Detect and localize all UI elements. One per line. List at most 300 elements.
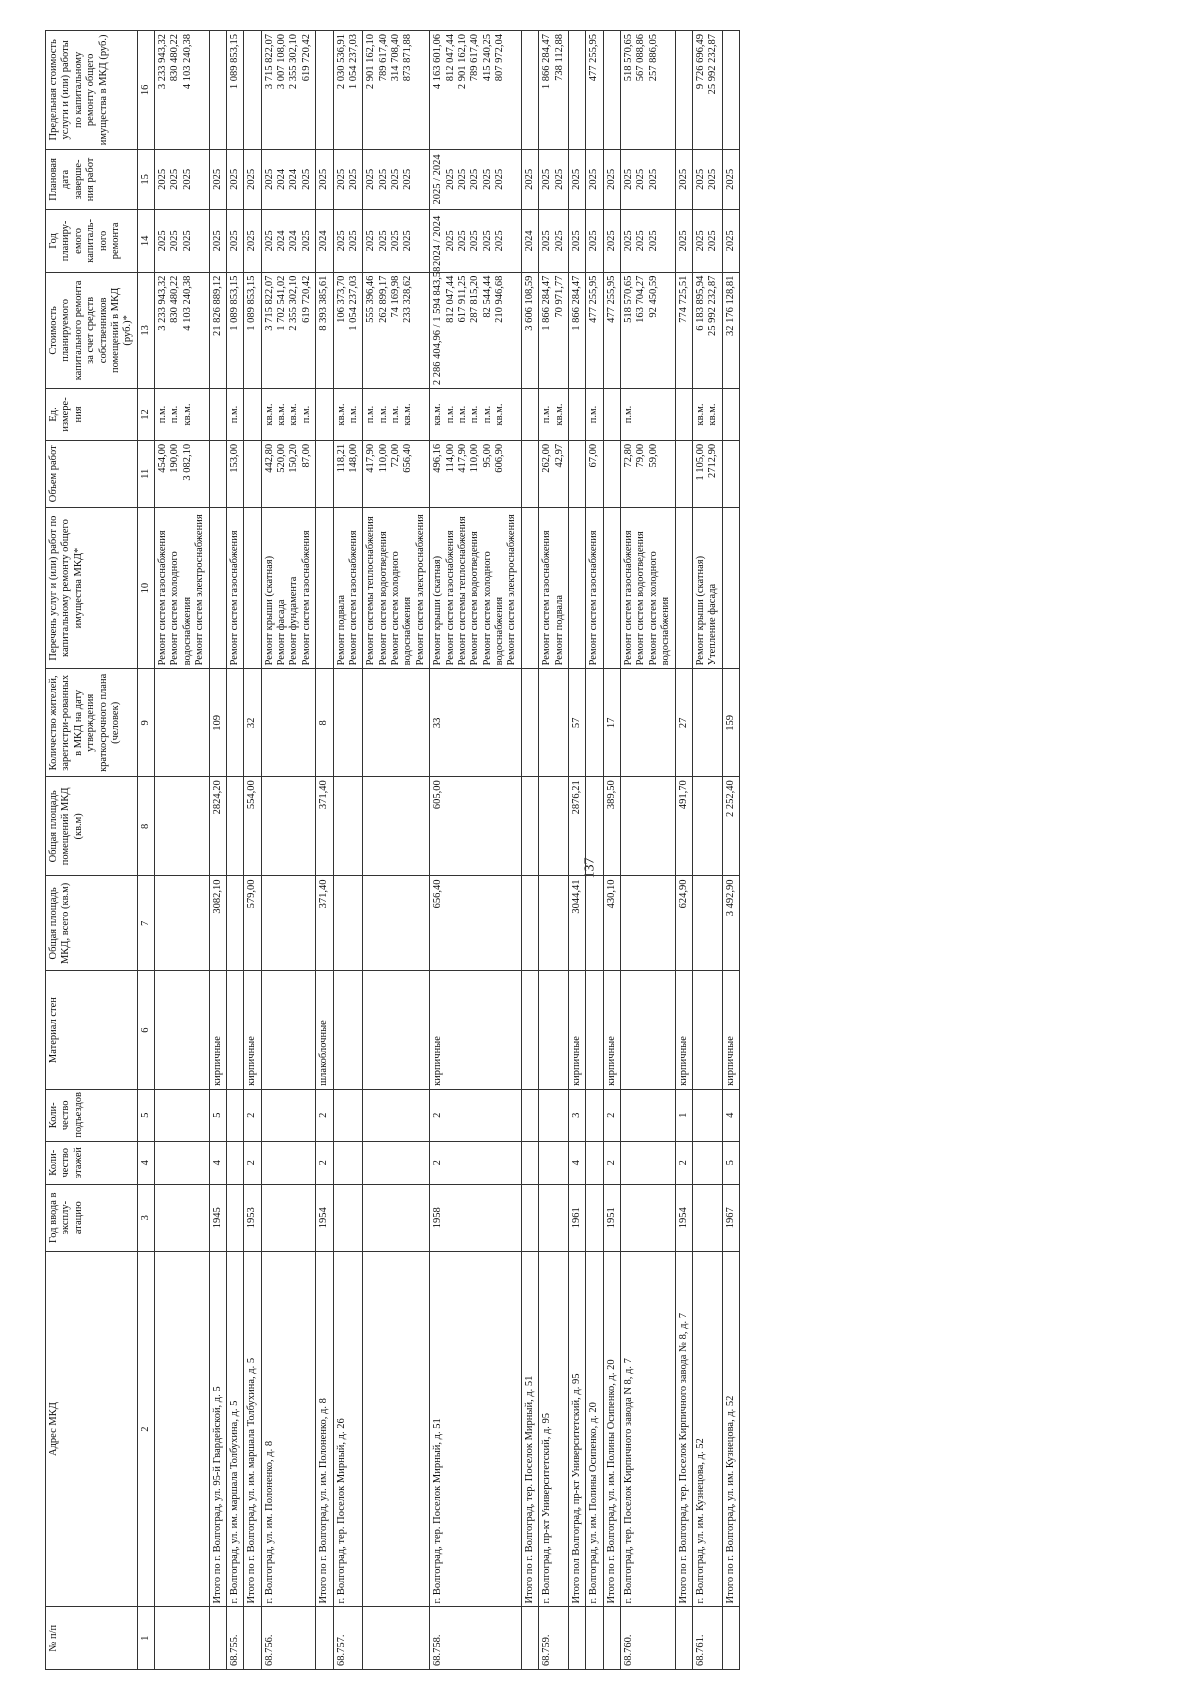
column-number-9: 9 [137, 669, 154, 777]
cell-line: 2025 [541, 230, 553, 252]
cell-n [722, 1607, 739, 1670]
cell-vol [568, 440, 585, 507]
cell-unit [244, 389, 261, 441]
cell-s1 [226, 876, 243, 971]
cell-y2 [521, 149, 538, 209]
cell-line: 789 617,40 [377, 34, 389, 82]
cell-line: 2025 [570, 168, 582, 190]
cell-n: 68.759. [539, 1607, 569, 1670]
cell-works [209, 507, 226, 669]
cell-unit [363, 389, 430, 441]
cell-line: 82 544,44 [481, 275, 493, 318]
cell-year: 1958 [430, 1184, 522, 1251]
cell-y2 [722, 149, 739, 209]
cell-n: 68.757. [333, 1607, 363, 1670]
cell-line: 2024 [318, 230, 330, 252]
cell-mat: кирпичные [209, 971, 226, 1090]
cell-people [521, 669, 538, 777]
cell-works [692, 507, 722, 669]
cell-pod: 2 [316, 1089, 333, 1141]
cell-line: 2 901 162,10 [456, 34, 468, 90]
cell-line: 2025 [347, 230, 359, 252]
cell-vol [586, 440, 603, 507]
cell-line: 2025 [541, 168, 553, 190]
cell-fl [621, 1141, 676, 1184]
cell-line: 555 396,46 [365, 275, 377, 323]
cell-limit [675, 31, 692, 150]
cell-line: п.м. [481, 405, 493, 424]
cell-fl [363, 1141, 430, 1184]
cell-vol [226, 440, 243, 507]
cell-s2 [521, 777, 538, 876]
cell-line: 2025 [494, 230, 505, 252]
cell-n [363, 1607, 430, 1670]
cell-y1 [333, 210, 363, 273]
cell-unit [539, 389, 569, 441]
cell-line: 67,00 [588, 443, 600, 468]
cell-line: 3 233 943,32 [157, 34, 168, 90]
cell-works [244, 507, 261, 669]
cell-pod [155, 1089, 210, 1141]
cell-line: 567 088,86 [635, 34, 647, 82]
cell-limit [568, 31, 585, 150]
cell-line: 2024 [276, 230, 287, 252]
cell-s1 [692, 876, 722, 971]
cell-limit [692, 31, 722, 150]
cell-unit [722, 389, 739, 441]
cell-limit [539, 31, 569, 150]
cell-s2 [226, 777, 243, 876]
column-number-11: 11 [137, 440, 154, 507]
cell-line: 87,00 [300, 443, 312, 468]
cell-limit [603, 31, 620, 150]
table-body [155, 31, 740, 1670]
cell-line: 2025 [588, 168, 600, 190]
cell-line: 3 715 822,07 [263, 34, 275, 90]
cell-line: 2025 [181, 168, 193, 190]
cell-n [675, 1607, 692, 1670]
table-row [521, 31, 538, 1670]
cell-cost [586, 272, 603, 388]
cell-line: 32 176 128,81 [724, 275, 736, 337]
cell-s2: 2824,20 [209, 777, 226, 876]
cell-line: Утепление фасада [707, 583, 719, 666]
cell-s1: 430,10 [603, 876, 620, 971]
cell-line: Ремонт систем водоотведения [377, 531, 389, 666]
cell-y1 [155, 210, 210, 273]
cell-y1 [244, 210, 261, 273]
cell-line: 233 328,62 [402, 275, 414, 323]
cell-people: 8 [316, 669, 333, 777]
cell-vol [363, 440, 430, 507]
cell-fl: 2 [603, 1141, 620, 1184]
cell-line: 2025 [724, 168, 736, 190]
table-row [621, 31, 676, 1670]
cell-line: кв.м. [494, 403, 505, 426]
cell-line: 2025 [647, 230, 659, 252]
cell-people: 33 [430, 669, 522, 777]
cell-line: п.м. [623, 405, 634, 424]
cell-line: 518 570,65 [623, 275, 634, 323]
cell-people [586, 669, 603, 777]
cell-s2: 554,00 [244, 777, 261, 876]
cell-vol [430, 440, 522, 507]
cell-limit [722, 31, 739, 150]
cell-y2 [226, 149, 243, 209]
cell-y1 [603, 210, 620, 273]
cell-y1 [621, 210, 676, 273]
cell-line: 4 163 601,06 [432, 34, 444, 90]
cell-year: 1961 [568, 1184, 585, 1251]
cell-year: 1954 [675, 1184, 692, 1251]
cell-mat [692, 971, 722, 1090]
cell-y1 [226, 210, 243, 273]
cell-line: 2025 [157, 168, 168, 190]
column-header-4: Коли-чество этажей [46, 1141, 138, 1184]
column-number-12: 12 [137, 389, 154, 441]
cell-line: кв.м. [335, 403, 347, 426]
cell-line: 2025 [677, 168, 689, 190]
cell-line: 807 972,04 [494, 34, 505, 82]
cell-limit [226, 31, 243, 150]
cell-n: 68.758. [430, 1607, 522, 1670]
cell-addr: г. Волгоград, ул. им. Полоненко, д. 8 [261, 1251, 316, 1607]
cell-works [586, 507, 603, 669]
cell-mat [155, 971, 210, 1090]
column-header-8: Общая площадь помещений МКД (кв.м) [46, 777, 138, 876]
cell-cost [261, 272, 316, 388]
cell-y1 [586, 210, 603, 273]
cell-y1 [692, 210, 722, 273]
cell-line: Ремонт крыши (скатная) [694, 555, 706, 666]
cell-s2: 371,40 [316, 777, 333, 876]
cell-line: 2025 [553, 168, 565, 190]
cell-line: 617 911,25 [456, 275, 468, 323]
capital-repair-table [45, 30, 740, 1670]
cell-line: 477 255,95 [605, 275, 617, 323]
cell-fl: 2 [316, 1141, 333, 1184]
cell-line: 1 866 284,47 [570, 275, 582, 331]
cell-y1 [675, 210, 692, 273]
cell-limit [261, 31, 316, 150]
page-number: 137 [582, 857, 598, 879]
cell-mat [363, 971, 430, 1090]
cell-line: 2025 [494, 168, 505, 190]
cell-addr [155, 1251, 210, 1607]
cell-unit [155, 389, 210, 441]
cell-line: 92 450,59 [647, 275, 659, 318]
cell-line: 415 240,25 [481, 34, 493, 82]
cell-y2 [261, 149, 316, 209]
cell-line: 2025 [623, 168, 634, 190]
cell-line: 2025 [605, 168, 617, 190]
cell-addr: Итого по г. Волгоград, тер. Поселок Кирпичного завода № 8, д. 7 [675, 1251, 692, 1607]
cell-line: 2025 [724, 230, 736, 252]
cell-s1: 579,00 [244, 876, 261, 971]
cell-people [692, 669, 722, 777]
cell-mat: кирпичные [722, 971, 739, 1090]
cell-n: 68.760. [621, 1607, 676, 1670]
cell-line: 3 007 108,00 [276, 34, 287, 90]
cell-pod: 5 [209, 1089, 226, 1141]
cell-line: Ремонт системы теплоснабжения [365, 516, 377, 666]
cell-line: 2025 [246, 230, 258, 252]
cell-line: 210 946,68 [494, 275, 505, 323]
cell-n [316, 1607, 333, 1670]
cell-line: 830 480,22 [169, 34, 181, 82]
cell-n: 68.761. [692, 1607, 722, 1670]
cell-fl: 4 [568, 1141, 585, 1184]
cell-fl: 2 [244, 1141, 261, 1184]
cell-line: п.м. [444, 405, 456, 424]
cell-line: 8 393 385,61 [318, 275, 330, 331]
cell-limit [316, 31, 333, 150]
cell-line: Ремонт систем газоснабжения [541, 530, 553, 666]
cell-line: 9 726 696,49 [694, 34, 706, 90]
cell-people [539, 669, 569, 777]
column-header-10: Перечень услуг и (или) работ по капитальному ремонту общего имущества МКД* [46, 507, 138, 669]
column-header-13: Стоимость планируемого капитального ремонта за счет средств собственников помещений в МКД (руб.)* [46, 272, 138, 388]
cell-line: 262 899,17 [377, 275, 389, 323]
cell-pod [586, 1089, 603, 1141]
column-header-15: Плановая дата заверше-ния работ [46, 149, 138, 209]
cell-mat: кирпичные [430, 971, 522, 1090]
cell-mat [521, 971, 538, 1090]
column-header-11: Объем работ [46, 440, 138, 507]
cell-vol [521, 440, 538, 507]
cell-line: 2025 [402, 230, 414, 252]
cell-works [621, 507, 676, 669]
cell-line: п.м. [365, 405, 377, 424]
header-row [46, 31, 138, 1670]
cell-s1: 371,40 [316, 876, 333, 971]
cell-y1 [261, 210, 316, 273]
cell-n [521, 1607, 538, 1670]
cell-fl [539, 1141, 569, 1184]
cell-line: кв.м. [288, 403, 300, 426]
cell-works [333, 507, 363, 669]
cell-line: 2 355 302,10 [288, 34, 300, 90]
cell-line: 21 826 889,12 [211, 275, 223, 337]
column-number-16: 16 [137, 31, 154, 150]
cell-vol [539, 440, 569, 507]
cell-line: Ремонт фасада [276, 599, 287, 666]
cell-mat: шлакоблочные [316, 971, 333, 1090]
cell-line: 72,00 [390, 443, 401, 468]
cell-line: 2025 [347, 168, 359, 190]
cell-line: 79,00 [635, 443, 647, 468]
cell-year [226, 1184, 243, 1251]
cell-s1 [363, 876, 430, 971]
cell-line: 148,00 [347, 443, 359, 473]
cell-pod: 3 [568, 1089, 585, 1141]
cell-y2 [333, 149, 363, 209]
cell-line: Ремонт систем холодного водоснабжения [390, 551, 414, 666]
cell-addr [363, 1251, 430, 1607]
cell-unit [586, 389, 603, 441]
cell-line: 2025 [588, 230, 600, 252]
cell-unit [226, 389, 243, 441]
cell-line: 2 030 536,91 [335, 34, 347, 90]
cell-y2 [621, 149, 676, 209]
cell-line: 2024 / 2024 [432, 215, 444, 266]
table-row [692, 31, 722, 1670]
cell-s1 [621, 876, 676, 971]
cell-addr: г. Волгоград, тер. Поселок Кирпичного завода N 8, д. 7 [621, 1251, 676, 1607]
cell-line: 477 255,95 [588, 275, 600, 323]
cell-cost [539, 272, 569, 388]
cell-line: кв.м. [402, 403, 414, 426]
cell-y2 [539, 149, 569, 209]
cell-works [603, 507, 620, 669]
cell-line: п.м. [169, 405, 181, 424]
column-header-14: Год планиру-емого капиталь-ного ремонта [46, 210, 138, 273]
cell-line: 42,97 [553, 443, 565, 468]
cell-year [692, 1184, 722, 1251]
cell-line: 2024 [276, 168, 287, 190]
cell-works [675, 507, 692, 669]
cell-cost [333, 272, 363, 388]
column-number-13: 13 [137, 272, 154, 388]
cell-addr: г. Волгоград, тер. Поселок Мирный, д. 26 [333, 1251, 363, 1607]
cell-line: 2025 [402, 168, 414, 190]
cell-line: 2025 [377, 230, 389, 252]
cell-y1 [363, 210, 430, 273]
cell-line: 2025 [300, 230, 312, 252]
cell-addr: г. Волгоград, тер. Поселок Мирный, д. 51 [430, 1251, 522, 1607]
cell-s2 [155, 777, 210, 876]
cell-line: 163 704,27 [635, 275, 647, 323]
cell-works [568, 507, 585, 669]
table-row [430, 31, 522, 1670]
cell-line: Ремонт систем газоснабжения [347, 530, 359, 666]
cell-fl [261, 1141, 316, 1184]
cell-works [722, 507, 739, 669]
cell-line: 2025 [469, 168, 481, 190]
cell-line: п.м. [541, 405, 553, 424]
cell-n [155, 1607, 210, 1670]
cell-addr: Итого пол Волгоград, пр-кт Университетский, д. 95 [568, 1251, 585, 1607]
cell-line: 2025 [635, 230, 647, 252]
cell-n [568, 1607, 585, 1670]
cell-fl [226, 1141, 243, 1184]
cell-y1 [521, 210, 538, 273]
cell-line: 1 866 284,47 [541, 34, 553, 90]
cell-line: Ремонт систем газоснабжения [157, 530, 168, 666]
cell-line: Ремонт систем газоснабжения [444, 530, 456, 666]
column-number-15: 15 [137, 149, 154, 209]
cell-s2: 2876,21 [568, 777, 585, 876]
cell-y1 [430, 210, 522, 273]
cell-line: 25 992 232,87 [707, 275, 719, 337]
cell-addr: г. Волгоград, пр-кт Университетский, д. 95 [539, 1251, 569, 1607]
cell-s2: 605,00 [430, 777, 522, 876]
cell-line: 2025 [365, 230, 377, 252]
cell-y2 [155, 149, 210, 209]
cell-n: 68.756. [261, 1607, 316, 1670]
cell-cost [692, 272, 722, 388]
cell-line: 257 886,05 [647, 34, 659, 82]
cell-unit [430, 389, 522, 441]
cell-s1 [539, 876, 569, 971]
cell-line: Ремонт систем водоотведения [469, 531, 481, 666]
cell-line: 2025 [390, 230, 401, 252]
column-header-1: № п/п [46, 1607, 138, 1670]
cell-fl [586, 1141, 603, 1184]
cell-line: 287 815,20 [469, 275, 481, 323]
cell-line: 2025 [211, 168, 223, 190]
cell-line: 74 169,98 [390, 275, 401, 318]
cell-unit [521, 389, 538, 441]
column-number-8: 8 [137, 777, 154, 876]
cell-line: 3 082,10 [181, 443, 193, 481]
cell-unit [209, 389, 226, 441]
cell-works [363, 507, 430, 669]
cell-line: Ремонт фундамента [288, 576, 300, 666]
cell-s2: 2 252,40 [722, 777, 739, 876]
cell-fl: 4 [209, 1141, 226, 1184]
cell-limit [244, 31, 261, 150]
cell-people [155, 669, 210, 777]
cell-s2 [539, 777, 569, 876]
cell-people: 109 [209, 669, 226, 777]
cell-line: п.м. [456, 405, 468, 424]
cell-fl [155, 1141, 210, 1184]
cell-line: 2025 [707, 230, 719, 252]
cell-line: 2025 [553, 230, 565, 252]
cell-line: кв.м. [694, 403, 706, 426]
cell-line: 2025 [246, 168, 258, 190]
cell-line: 619 720,42 [300, 34, 312, 82]
cell-line: 59,00 [647, 443, 659, 468]
cell-pod [261, 1089, 316, 1141]
cell-line: кв.м. [276, 403, 287, 426]
cell-line: 1 054 237,03 [347, 34, 359, 90]
cell-addr: г. Волгоград, ул. им. Полины Осипенко, д. 20 [586, 1251, 603, 1607]
cell-cost [521, 272, 538, 388]
cell-line: 1 702 541,02 [276, 275, 287, 331]
cell-works [261, 507, 316, 669]
cell-line: 1 105,00 [694, 443, 706, 481]
cell-pod [226, 1089, 243, 1141]
cell-line: 2025 [181, 230, 193, 252]
cell-addr: Итого по г. Волгоград, ул. им. Кузнецова, д. 52 [722, 1251, 739, 1607]
cell-n [244, 1607, 261, 1670]
cell-mat: кирпичные [568, 971, 585, 1090]
cell-year: 1951 [603, 1184, 620, 1251]
cell-line: 6 183 895,94 [694, 275, 706, 331]
cell-y1 [539, 210, 569, 273]
cell-pod [521, 1089, 538, 1141]
cell-line: 1 089 853,15 [246, 275, 258, 331]
cell-line: 110,00 [377, 443, 389, 473]
cell-year: 1953 [244, 1184, 261, 1251]
cell-s1 [521, 876, 538, 971]
cell-line: 1 866 284,47 [541, 275, 553, 331]
table-row [586, 31, 603, 1670]
cell-line: кв.м. [432, 403, 444, 426]
cell-line: Ремонт систем холодного водоснабжения [647, 551, 672, 666]
cell-line: 1 089 853,15 [228, 275, 240, 331]
column-number-5: 5 [137, 1089, 154, 1141]
cell-s1 [261, 876, 316, 971]
cell-line: 2025 [228, 168, 240, 190]
cell-unit [316, 389, 333, 441]
cell-line: 2025 [694, 230, 706, 252]
cell-line: 2025 / 2024 [432, 154, 444, 205]
cell-works [521, 507, 538, 669]
cell-line: 106 373,70 [335, 275, 347, 323]
